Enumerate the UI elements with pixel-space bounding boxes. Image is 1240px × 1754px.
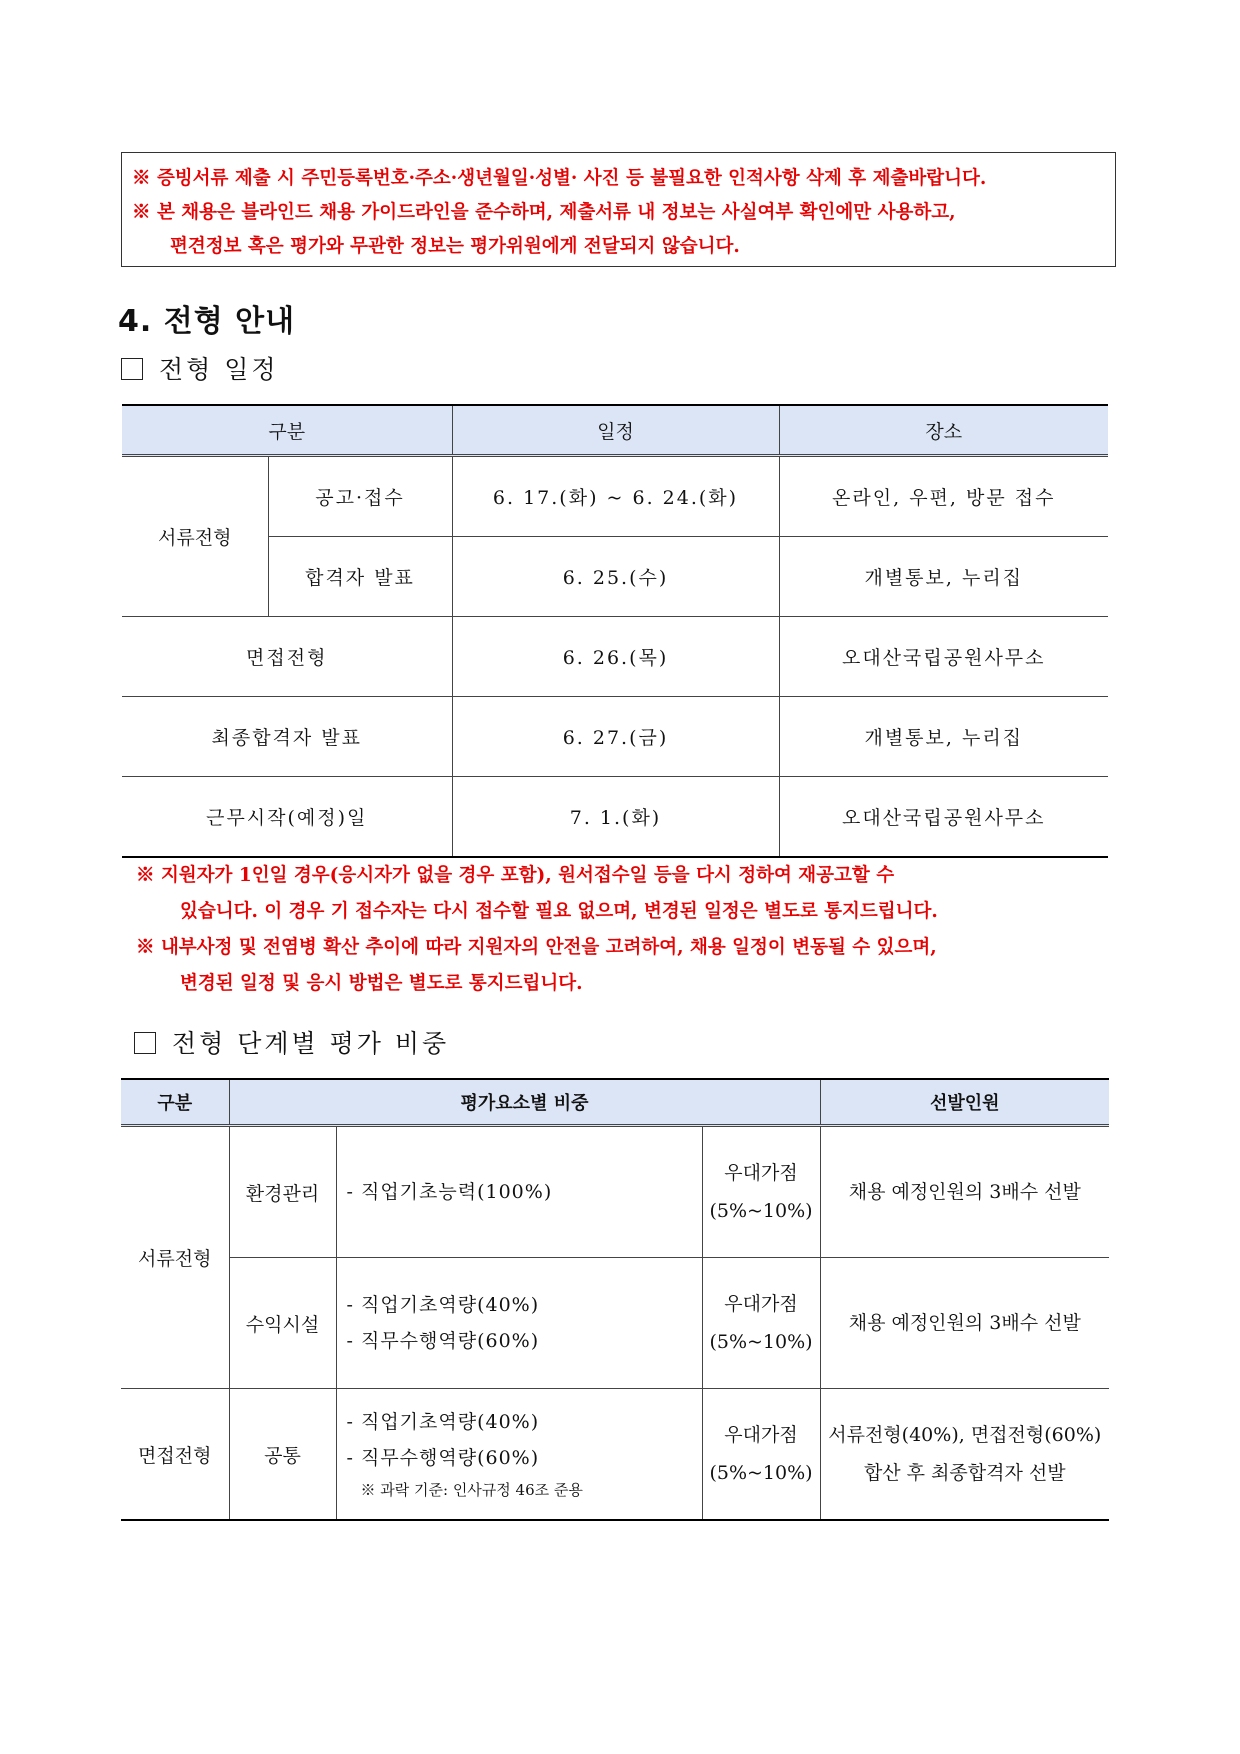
row-date: 6. 26.(목) bbox=[452, 617, 779, 697]
selection-text: 채용 예정인원의 3배수 선발 bbox=[848, 1181, 1081, 1203]
evaluation-items bbox=[336, 1258, 702, 1389]
schedule-notes bbox=[136, 858, 1126, 1002]
table-row bbox=[122, 456, 1108, 537]
bonus-points bbox=[702, 1258, 820, 1389]
table-row bbox=[122, 777, 1108, 858]
table-header-row bbox=[121, 1079, 1109, 1126]
field-label: 환경관리 bbox=[229, 1126, 336, 1258]
table-row bbox=[122, 617, 1108, 697]
bonus-points bbox=[702, 1126, 820, 1258]
row-date: 6. 27.(금) bbox=[452, 697, 779, 777]
selection-text: 합산 후 최종합격자 선발 bbox=[863, 1462, 1066, 1484]
evaluation-item: - 직업기초능력(100%) bbox=[346, 1181, 553, 1203]
schedule-table bbox=[122, 404, 1108, 858]
checkbox-square-icon bbox=[121, 358, 143, 380]
evaluation-items bbox=[336, 1389, 702, 1521]
header-category: 구분 bbox=[121, 1079, 229, 1126]
stage-interview: 면접전형 bbox=[121, 1389, 229, 1521]
evaluation-subtitle-text: 전형 단계별 평가 비중 bbox=[172, 1029, 450, 1058]
section-title: 4. 전형 안내 bbox=[118, 304, 296, 339]
note-line-4: 변경된 일정 및 응시 방법은 별도로 통지드립니다. bbox=[180, 973, 583, 994]
row-place: 개별통보, 누리집 bbox=[779, 697, 1108, 777]
header-weights: 평가요소별 비중 bbox=[229, 1079, 820, 1126]
field-label: 수익시설 bbox=[229, 1258, 336, 1389]
checkbox-square-icon bbox=[134, 1032, 156, 1054]
row-date: 6. 17.(화) ~ 6. 24.(화) bbox=[452, 456, 779, 537]
row-label: 근무시작(예정)일 bbox=[122, 777, 452, 858]
stage-document-screening: 서류전형 bbox=[122, 456, 268, 617]
table-row bbox=[122, 537, 1108, 617]
row-date: 7. 1.(화) bbox=[452, 777, 779, 858]
row-label: 합격자 발표 bbox=[268, 537, 452, 617]
row-label: 최종합격자 발표 bbox=[122, 697, 452, 777]
notice-line-2: ※ 본 채용은 블라인드 채용 가이드라인을 준수하며, 제출서류 내 정보는 사실여부 확인에만 사용하고, bbox=[132, 202, 956, 223]
table-row bbox=[121, 1258, 1109, 1389]
evaluation-subtitle bbox=[134, 1024, 449, 1060]
selection-count bbox=[820, 1126, 1109, 1258]
header-schedule: 일정 bbox=[452, 405, 779, 456]
header-selection: 선발인원 bbox=[820, 1079, 1109, 1126]
bonus-range: (5%~10%) bbox=[709, 1200, 813, 1222]
evaluation-item: - 직무수행역량(60%) bbox=[346, 1330, 540, 1352]
schedule-subtitle bbox=[121, 350, 279, 386]
note-line-1: ※ 지원자가 1인일 경우(응시자가 없을 경우 포함), 원서접수일 등을 다시 정하여 재공고할 수 bbox=[136, 865, 895, 886]
bonus-range: (5%~10%) bbox=[709, 1331, 813, 1353]
row-label: 공고·접수 bbox=[268, 456, 452, 537]
selection-count bbox=[820, 1258, 1109, 1389]
selection-count bbox=[820, 1389, 1109, 1521]
bonus-label: 우대가점 bbox=[724, 1162, 798, 1184]
blind-hiring-notice-box bbox=[121, 152, 1116, 267]
row-place: 오대산국립공원사무소 bbox=[779, 617, 1108, 697]
field-label: 공통 bbox=[229, 1389, 336, 1521]
evaluation-item: - 직무수행역량(60%) bbox=[346, 1447, 540, 1469]
bonus-range: (5%~10%) bbox=[709, 1462, 813, 1484]
note-line-2: 있습니다. 이 경우 기 접수자는 다시 접수할 필요 없으며, 변경된 일정은 별도로 통지드립니다. bbox=[180, 901, 938, 922]
table-row bbox=[121, 1126, 1109, 1258]
note-line-3: ※ 내부사정 및 전염병 확산 추이에 따라 지원자의 안전을 고려하여, 채용 일정이 변동될 수 있으며, bbox=[136, 937, 937, 958]
bonus-label: 우대가점 bbox=[724, 1293, 798, 1315]
header-place: 장소 bbox=[779, 405, 1108, 456]
table-row bbox=[122, 697, 1108, 777]
selection-text: 서류전형(40%), 면접전형(60%) bbox=[828, 1424, 1102, 1446]
notice-line-3: 편견정보 혹은 평가와 무관한 정보는 평가위원에게 전달되지 않습니다. bbox=[170, 236, 740, 257]
row-date: 6. 25.(수) bbox=[452, 537, 779, 617]
row-place: 온라인, 우편, 방문 접수 bbox=[779, 456, 1108, 537]
bonus-points bbox=[702, 1389, 820, 1521]
evaluation-item: - 직업기초역량(40%) bbox=[346, 1411, 540, 1433]
evaluation-items bbox=[336, 1126, 702, 1258]
failing-criteria-note: ※ 과락 기준: 인사규정 46조 준용 bbox=[360, 1481, 583, 1499]
table-row bbox=[121, 1389, 1109, 1521]
row-place: 오대산국립공원사무소 bbox=[779, 777, 1108, 858]
header-category: 구분 bbox=[122, 405, 452, 456]
evaluation-item: - 직업기초역량(40%) bbox=[346, 1294, 540, 1316]
row-label: 면접전형 bbox=[122, 617, 452, 697]
notice-line-1: ※ 증빙서류 제출 시 주민등록번호·주소·생년월일·성별· 사진 등 불필요한 인적사항 삭제 후 제출바랍니다. bbox=[132, 168, 987, 189]
table-header-row bbox=[122, 405, 1108, 456]
bonus-label: 우대가점 bbox=[724, 1424, 798, 1446]
schedule-subtitle-text: 전형 일정 bbox=[159, 355, 279, 384]
evaluation-table bbox=[121, 1078, 1109, 1521]
stage-document-screening: 서류전형 bbox=[121, 1126, 229, 1389]
selection-text: 채용 예정인원의 3배수 선발 bbox=[848, 1312, 1081, 1334]
row-place: 개별통보, 누리집 bbox=[779, 537, 1108, 617]
